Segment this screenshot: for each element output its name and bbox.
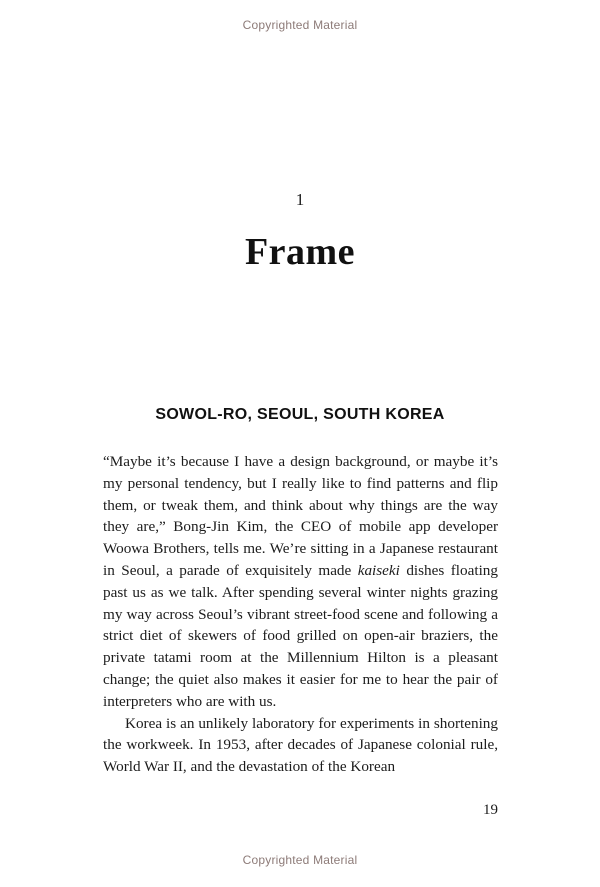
paragraph-first-post-italic: dishes floating past us as we talk. After spending several winter nights grazing my way across Seoul’s vibrant street-food scene and following a strict diet of skewers of food grilled on open-air braziers, the private tatami room at the Millennium Hilton is a pleasant change; the quiet also makes it easier for me to hear the pair of interpreters who are with us. [103,561,498,710]
page-number: 19 [483,802,498,818]
chapter-number: 1 [295,190,305,209]
section-heading: SOWOL-RO, SEOUL, SOUTH KOREA [155,406,445,423]
paragraph-first-italic-word: kaiseki [357,561,400,579]
copyright-notice-bottom: Copyrighted Material [242,853,358,867]
paragraph-first-pre-italic: “Maybe it’s because I have a design background, or maybe it’s my personal tendency, but I really like to find patterns and flip them, or tweak them, and think about why things are the way they are,” Bong-Jin Kim, the CEO of mobile app developer Woowa Brothers, tells me. We’re sitting in a Japanese restaurant in Seoul, a parade of exquisitely made [103,453,498,579]
paragraph-first [103,451,498,713]
body-text [103,451,498,778]
copyright-notice-top: Copyrighted Material [242,18,358,32]
paragraph-second: Korea is an unlikely laboratory for experiments in shortening the workweek. In 1953, after decades of Japanese colonial rule, World War II, and the devastation of the Korean [103,714,498,776]
chapter-title: Frame [244,231,356,273]
